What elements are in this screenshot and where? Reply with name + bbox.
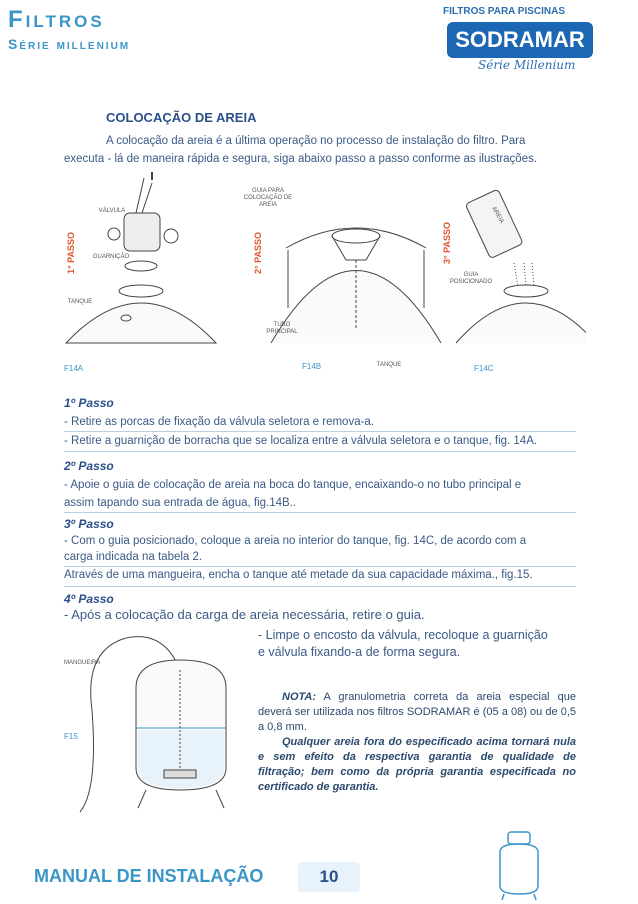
footer-title: MANUAL DE INSTALAÇÃO [34, 866, 264, 886]
step-3-heading: 3º Passo [64, 517, 114, 531]
header-subtitle: Série millenium [8, 36, 131, 52]
label-valvula: VÁLVULA [98, 208, 126, 214]
step-4-line-1: - Após a colocação da carga de areia necessária, retire o guia. [64, 607, 425, 622]
step-1-line-2: - Retire a guarnição de borracha que se localiza entre a válvula seletora e o tanque, fig. 14A. [64, 435, 538, 447]
divider [64, 512, 576, 513]
page-number: 10 [298, 862, 360, 892]
step-1-heading: 1º Passo [64, 396, 114, 410]
label-guia-posicionado: GUIA POSICIONADO [449, 272, 493, 285]
step-3-vertical-label: 3° PASSO [442, 222, 452, 264]
figure-14c-drawing [456, 189, 586, 343]
brand-serie: Série Millenium [478, 58, 576, 72]
figures-14 [56, 168, 586, 383]
brand-tagline: FILTROS PARA PISCINAS [443, 6, 566, 17]
note-text: A granulometria correta da areia especial que deverá ser utilizada nos filtros SODRAMAR é (05 a 08) ou de 0,5 a 0,8 mm. [258, 691, 576, 733]
note-warning: Qualquer areia fora do especificado acima tornará nula e sem efeito da respectiva garantia de qualidade de filtração; bem como da própria garantia especificada no certificado de garantia. [258, 736, 576, 793]
intro-line-1: A colocação da areia é a última operação no processo de instalação do filtro. Para [106, 135, 526, 147]
step-2-line-2: assim tapando sua entrada de água, fig.14B.. [64, 497, 297, 509]
divider [64, 451, 576, 452]
step-3-line-3: Através de uma mangueira, encha o tanque até metade da sua capacidade máxima., fig.15. [64, 569, 533, 581]
figure-label-14a: F14A [64, 364, 84, 373]
section-title: COLOCAÇÃO DE AREIA [106, 110, 257, 125]
divider [64, 586, 576, 587]
step-2-line-1: - Apoie o guia de colocação de areia na boca do tanque, encaixando-o no tubo principal e [64, 479, 522, 491]
label-guia: GUIA PARA COLOCAÇÃO DE AREIA [243, 188, 293, 208]
label-tanque-a: TANQUE [67, 299, 93, 305]
filter-tank-icon [494, 828, 554, 900]
label-tanque-b: TANQUE [376, 362, 402, 368]
note-block [258, 690, 576, 795]
step-3-line-1: - Com o guia posicionado, coloque a areia no interior do tanque, fig. 14C, de acordo com a [64, 535, 527, 547]
figure-label-14b: F14B [302, 362, 322, 371]
intro-line-2: executa - lá de maneira rápida e segura, siga abaixo passo a passo conforme as ilustrações. [64, 153, 538, 165]
label-tubo: TUBO PRINCIPAL [266, 322, 298, 335]
header-title: Filtros [8, 6, 105, 33]
step-4-line-3: e válvula fixando-a de forma segura. [258, 645, 461, 659]
label-areia: AREIA [490, 205, 505, 225]
brand-logo: SODRAMAR [447, 22, 593, 58]
step-2-heading: 2º Passo [64, 459, 114, 473]
figure-15-drawing [64, 630, 250, 820]
step-1-line-1: - Retire as porcas de fixação da válvula seletora e remova-a. [64, 416, 375, 428]
figure-label-15: F15 [64, 732, 78, 741]
note-label: NOTA: [282, 691, 317, 703]
label-mangueira: MANGUEIRA [64, 660, 101, 666]
step-3-line-2: carga indicada na tabela 2. [64, 551, 203, 563]
step-4-heading: 4º Passo [64, 592, 114, 606]
label-guarnicao: GUARNIÇÃO [92, 254, 130, 260]
step-2-vertical-label: 2° PASSO [253, 232, 263, 274]
figure-label-14c: F14C [474, 364, 494, 373]
step-4-line-2: - Limpe o encosto da válvula, recoloque a guarnição [258, 628, 548, 642]
step-1-vertical-label: 1° PASSO [66, 232, 76, 274]
